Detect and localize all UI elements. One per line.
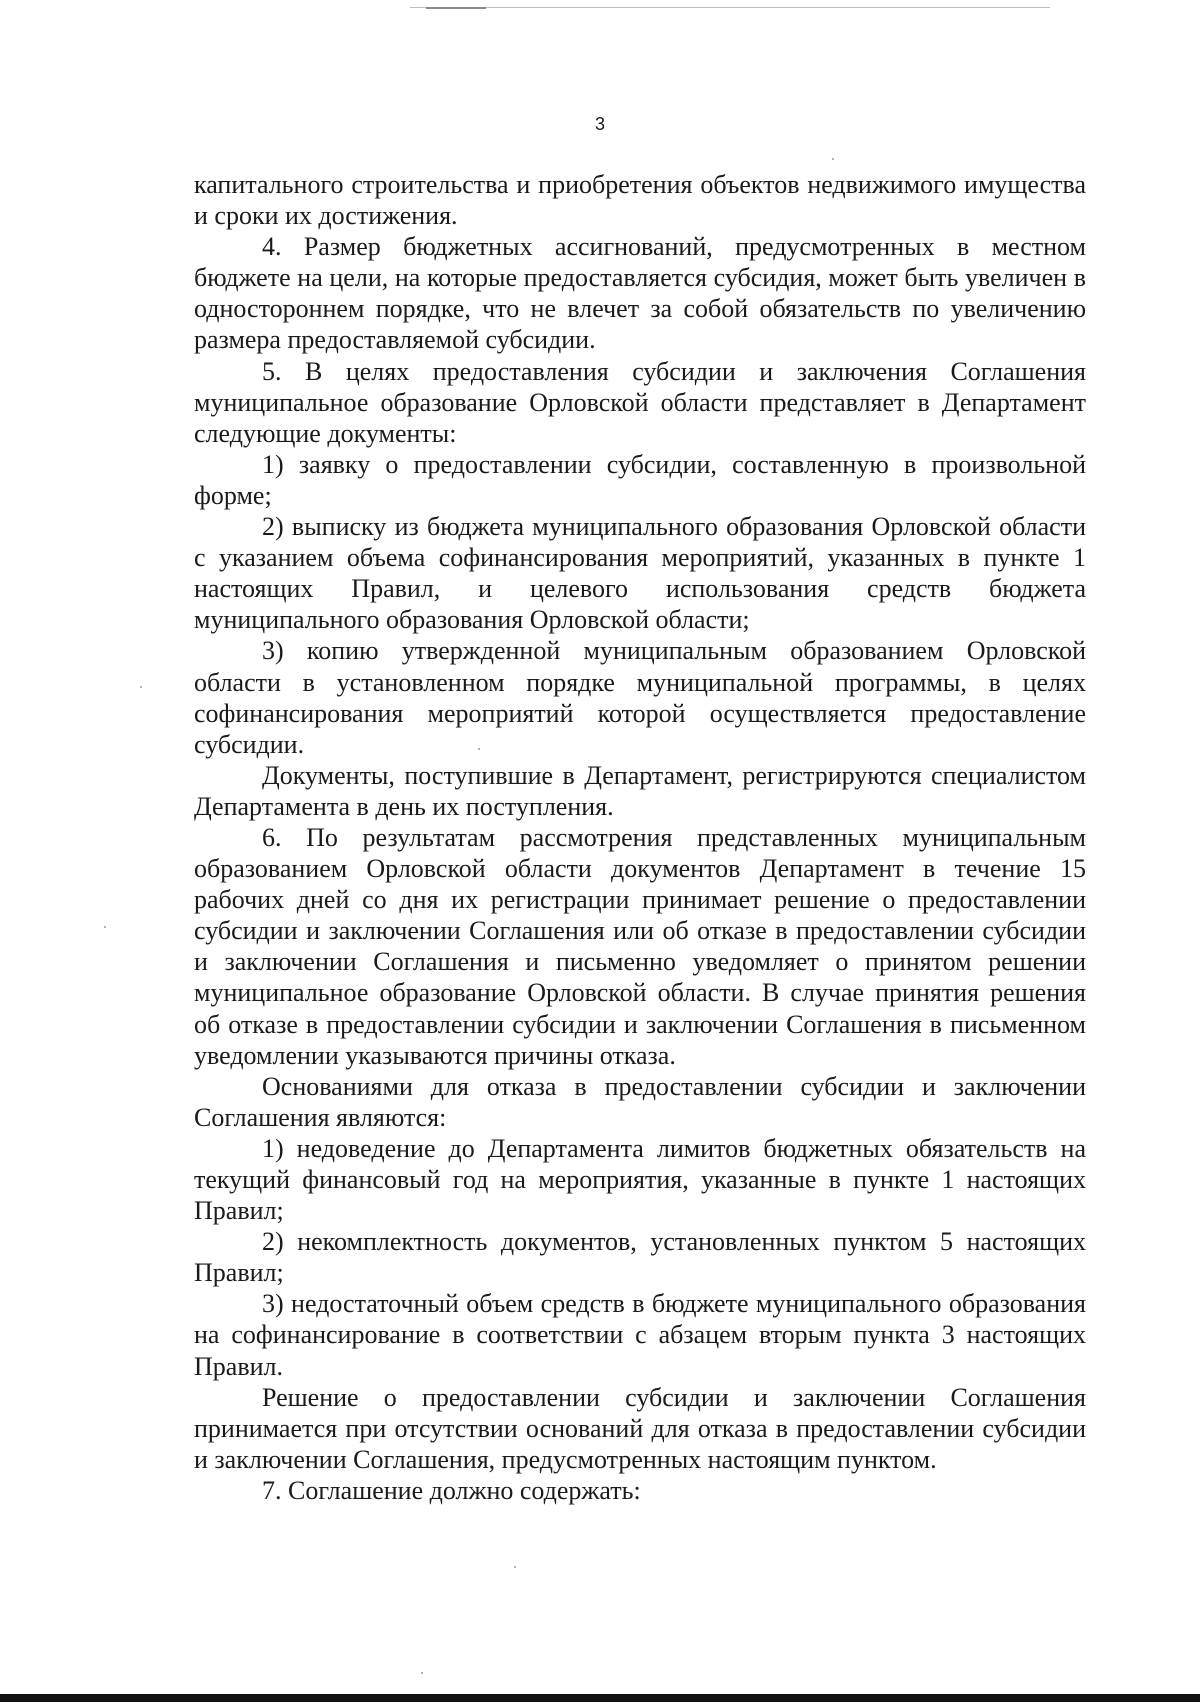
paragraph-item-7: 7. Соглашение должно содержать: bbox=[262, 1475, 641, 1505]
paragraph-item-4: 4. Размер бюджетных ассигнований, предусмотренных в местном бюджете на цели, на которые предоставляется субсидия, может быть увеличен в одностороннем порядке, что не влечет за собой обязательств по увеличению размера предоставляемой субсидии. bbox=[194, 232, 1086, 355]
paragraph-registration: Документы, поступившие в Департамент, регистрируются специалистом Департамента в день их поступления. bbox=[194, 760, 1086, 821]
scan-speck bbox=[104, 926, 106, 928]
paragraph-item-5: 5. В целях предоставления субсидии и заключения Соглашения муниципальное образование Орловской области представляет в Департамент следующие документы: bbox=[194, 356, 1086, 448]
paragraph-subitem-5-2: 2) выписку из бюджета муниципального образования Орловской области с указанием объема софинансирования мероприятий, указанных в пункте 1 настоящих Правил, и целевого использования средств бюджета муниципального образования Орловской области; bbox=[194, 512, 1086, 635]
scan-bottom-edge-bar bbox=[0, 1694, 1200, 1702]
paragraph-subitem-5-3: 3) копию утвержденной муниципальным образованием Орловской области в установленном порядке муниципальной программы, в целях софинансирования мероприятий которой осуществляется предоставление субсидии. bbox=[194, 636, 1086, 759]
paragraph-item-6: 6. По результатам рассмотрения представленных муниципальным образованием Орловской области документов Департамент в течение 15 рабочих дней со дня их регистрации принимает решение о предоставлении субсидии и заключении Соглашения или об отказе в предоставлении субсидии и заключении Соглашения и письменно уведомляет о принятом решении муниципальное образование Орловской области. В случае принятия решения об отказе в предоставлении субсидии и заключении Соглашения в письменном уведомлении указываются причины отказа. bbox=[194, 822, 1086, 1070]
scan-speck bbox=[421, 1672, 423, 1674]
scan-top-edge-line bbox=[410, 7, 1050, 8]
scan-speck bbox=[832, 158, 834, 160]
scan-speck bbox=[514, 1566, 516, 1568]
paragraph-continuation: капитального строительства и приобретения объектов недвижимого имущества и сроки их достижения. bbox=[194, 170, 1086, 231]
paragraph-subitem-5-1: 1) заявку о предоставлении субсидии, составленную в произвольной форме; bbox=[194, 449, 1086, 510]
paragraph-ground-1: 1) недоведение до Департамента лимитов бюджетных обязательств на текущий финансовый год на мероприятия, указанные в пункте 1 настоящих Правил; bbox=[194, 1133, 1086, 1226]
scan-speck bbox=[478, 748, 480, 750]
paragraph-ground-2: 2) некомплектность документов, установленных пунктом 5 настоящих Правил; bbox=[194, 1227, 1086, 1288]
document-body bbox=[194, 169, 1086, 1506]
paragraph-refusal-grounds: Основаниями для отказа в предоставлении субсидии и заключении Соглашения являются: bbox=[194, 1071, 1086, 1132]
paragraph-decision: Решение о предоставлении субсидии и заключении Соглашения принимается при отсутствии оснований для отказа в предоставлении субсидии и заключении Соглашения, предусмотренных настоящим пунктом. bbox=[194, 1382, 1086, 1474]
page-number: 3 bbox=[594, 114, 605, 134]
scan-top-edge-mark bbox=[426, 7, 486, 9]
scan-speck bbox=[140, 686, 142, 688]
paragraph-ground-3: 3) недостаточный объем средств в бюджете муниципального образования на софинансирование в соответствии с абзацем вторым пункта 3 настоящих Правил. bbox=[194, 1289, 1086, 1381]
